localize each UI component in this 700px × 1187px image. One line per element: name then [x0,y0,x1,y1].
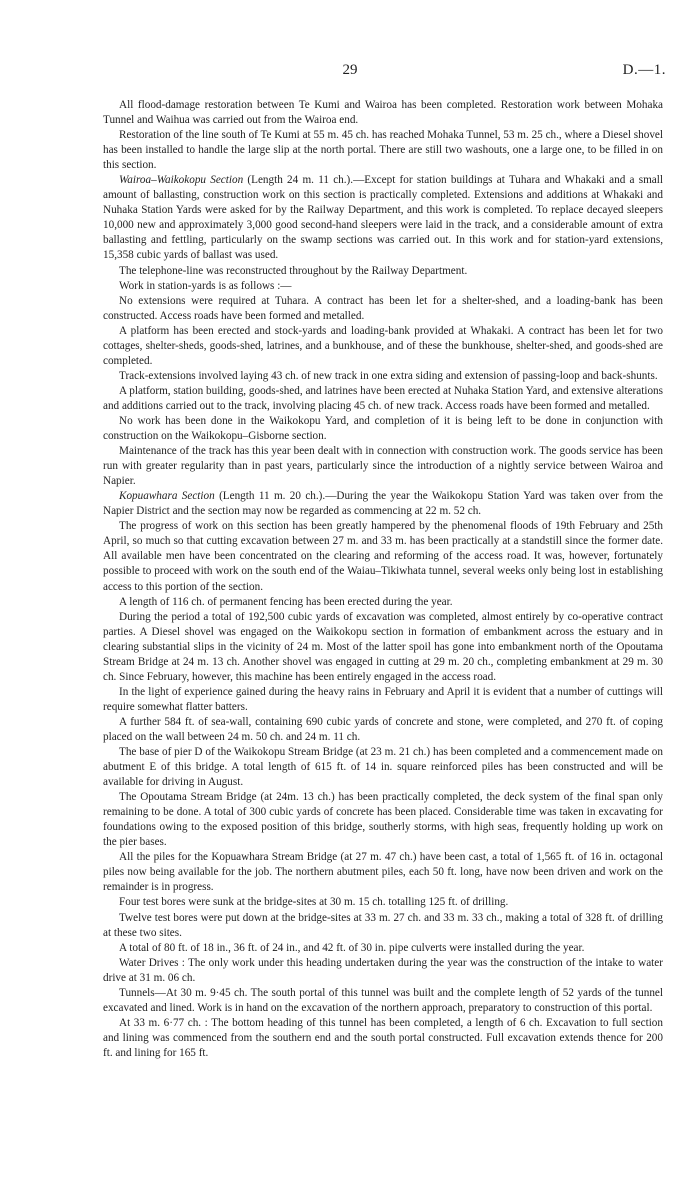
paragraph: The base of pier D of the Waikokopu Stream Bridge (at 23 m. 21 ch.) has been completed and a commencement made on abutment E of this bridge. A total length of 615 ft. of 14 in. square reinforced piles has been constructed and will be available for driving in August. [103,746,663,789]
paragraph: A further 584 ft. of sea-wall, containing 690 cubic yards of concrete and stone, were completed, and 270 ft. of coping placed on the wall between 24 m. 50 ch. and 24 m. 11 ch. [103,715,663,743]
paragraph: Maintenance of the track has this year been dealt with in connection with construction work. The goods service has been run with greater regularity than in past years, particularly since the introduction of a nightly service between Wairoa and Napier. [103,445,663,488]
paragraph: The progress of work on this section has been greatly hampered by the phenomenal floods of 19th February and 25th April, so much so that cutting excavation between 27 m. and 33 m. has been practically at a standstill since the former date. All available men have been concentrated on the clearing and reforming of the access road. It was, however, fortunately possible to proceed with work on the south end of the Waiau–Tikiwhata tunnel, several weeks only being lost in establishing access to this portion of the section. [103,520,663,593]
paragraph: A platform has been erected and stock-yards and loading-bank provided at Whakaki. A contract has been let for two cottages, shelter-sheds, goods-shed, latrines, and a bunkhouse, and of these the bunkhouse, shelter-shed, and goods-shed are completed. [103,324,663,367]
paragraph: A length of 116 ch. of permanent fencing has been erected during the year. [119,595,453,608]
paragraph: Work in station-yards is as follows :— [119,279,292,292]
document-reference: D.—1. [622,62,666,78]
paragraph: Four test bores were sunk at the bridge-sites at 30 m. 15 ch. totalling 125 ft. of drilling. [119,896,509,909]
paragraph: At 33 m. 6·77 ch. : The bottom heading of this tunnel has been completed, a length of 6 ch. Excavation to full section and lining was commenced from the southern end and the south portal constructed. Full excavation extends thence for 200 ft. and lining for 165 ft. [103,1016,663,1059]
paragraph: The Opoutama Stream Bridge (at 24m. 13 ch.) has been practically completed, the deck system of the final span only remaining to be done. A total of 300 cubic yards of concrete has been placed. Considerable time was taken in excavating for foundations owing to the exposed position of this bridge, southerly storms, with high seas, frequently holding up work on the pier bases. [103,791,663,849]
report-body [103,98,663,1061]
paragraph: Twelve test bores were put down at the bridge-sites at 33 m. 27 ch. and 33 m. 33 ch., making a total of 328 ft. of drilling at these two sites. [103,911,663,939]
paragraph: Restoration of the line south of Te Kumi at 55 m. 45 ch. has reached Mohaka Tunnel, 53 m. 25 ch., where a Diesel shovel has been installed to handle the large slip at the north portal. There are still two washouts, one a large one, to be filled in on this section. [103,129,663,172]
paragraph: A total of 80 ft. of 18 in., 36 ft. of 24 in., and 42 ft. of 30 in. pipe culverts were installed during the year. [119,941,585,954]
page-number: 29 [342,62,358,78]
paragraph: Tunnels—At 30 m. 9·45 ch. The south portal of this tunnel was built and the complete length of 52 yards of the tunnel excavated and lined. Work is in hand on the excavation of the northern approach, preparatory to construction of this portal. [103,986,663,1014]
paragraph: No extensions were required at Tuhara. A contract has been let for a shelter-shed, and a loading-bank has been constructed. Access roads have been formed and metalled. [103,294,663,322]
section-heading: Kopuawhara Section [119,490,215,503]
paragraph: Kopuawhara Section (Length 11 m. 20 ch.).—During the year the Waikokopu Station Yard was taken over from the Napier District and the section may now be regarded as commencing at 22 m. 52 ch. [103,490,663,518]
paragraph: No work has been done in the Waikokopu Yard, and completion of it is being left to be done in conjunction with construction on the Waikokopu–Gisborne section. [103,414,663,443]
paragraph: A platform, station building, goods-shed, and latrines have been erected at Nuhaka Station Yard, and extensive alterations and additions carried out to the track, involving placing 45 ch. of new track. Access roads have been formed and metalled. [103,384,664,412]
paragraph: During the period a total of 192,500 cubic yards of excavation was completed, almost entirely by co-operative contract parties. A Diesel shovel was engaged on the Waikokopu section in formation of embankment across the estuary and in clearing substantial slips in the vicinity of 24 m. Most of the latter spoil has gone into embankment north of the Opoutama Stream Bridge at 24 m. 13 ch. Another shovel was engaged in cutting at 29 m. 20 ch., completing embankment at 29 m. 30 ch. Since February, however, this machine has been entirely engaged in the access road. [103,610,663,683]
paragraph: In the light of experience gained during the heavy rains in February and April it is evident that a number of cuttings will require somewhat flatter batters. [103,685,663,713]
paragraph: Track-extensions involved laying 43 ch. of new track in one extra siding and extension of passing-loop and back-shunts. [119,369,658,382]
paragraph: Wairoa–Waikokopu Section (Length 24 m. 11 ch.).—Except for station buildings at Tuhara and Whakaki and a small amount of ballasting, construction work on this section is practically completed. Extensions and additions at Whakaki and Nuhaka Station Yards were asked for by the Railway Department, and this work is completed. To replace decayed sleepers 10,000 new and approximately 3,000 good second-hand sleepers were laid in the track, and a considerable amount of extra ballasting and fettling, particularly on the swamp sections was carried out. In this work and for station-yard extensions, 15,358 cubic yards of ballast was used. [103,174,663,262]
section-heading: Wairoa–Waikokopu Section [119,174,244,187]
paragraph: The telephone-line was reconstructed throughout by the Railway Department. [119,264,468,277]
paragraph: All the piles for the Kopuawhara Stream Bridge (at 27 m. 47 ch.) have been cast, a total of 1,565 ft. of 16 in. octagonal piles now being available for the job. The northern abutment piles, each 50 ft. long, have now been driven and work on the remainder is in progress. [103,851,663,894]
paragraph: All flood-damage restoration between Te Kumi and Wairoa has been completed. Restoration work between Mohaka Tunnel and Waihua was carried out from the Wairoa end. [103,99,663,127]
paragraph: Water Drives : The only work under this heading undertaken during the year was the construction of the intake to water drive at 31 m. 06 ch. [103,956,663,984]
